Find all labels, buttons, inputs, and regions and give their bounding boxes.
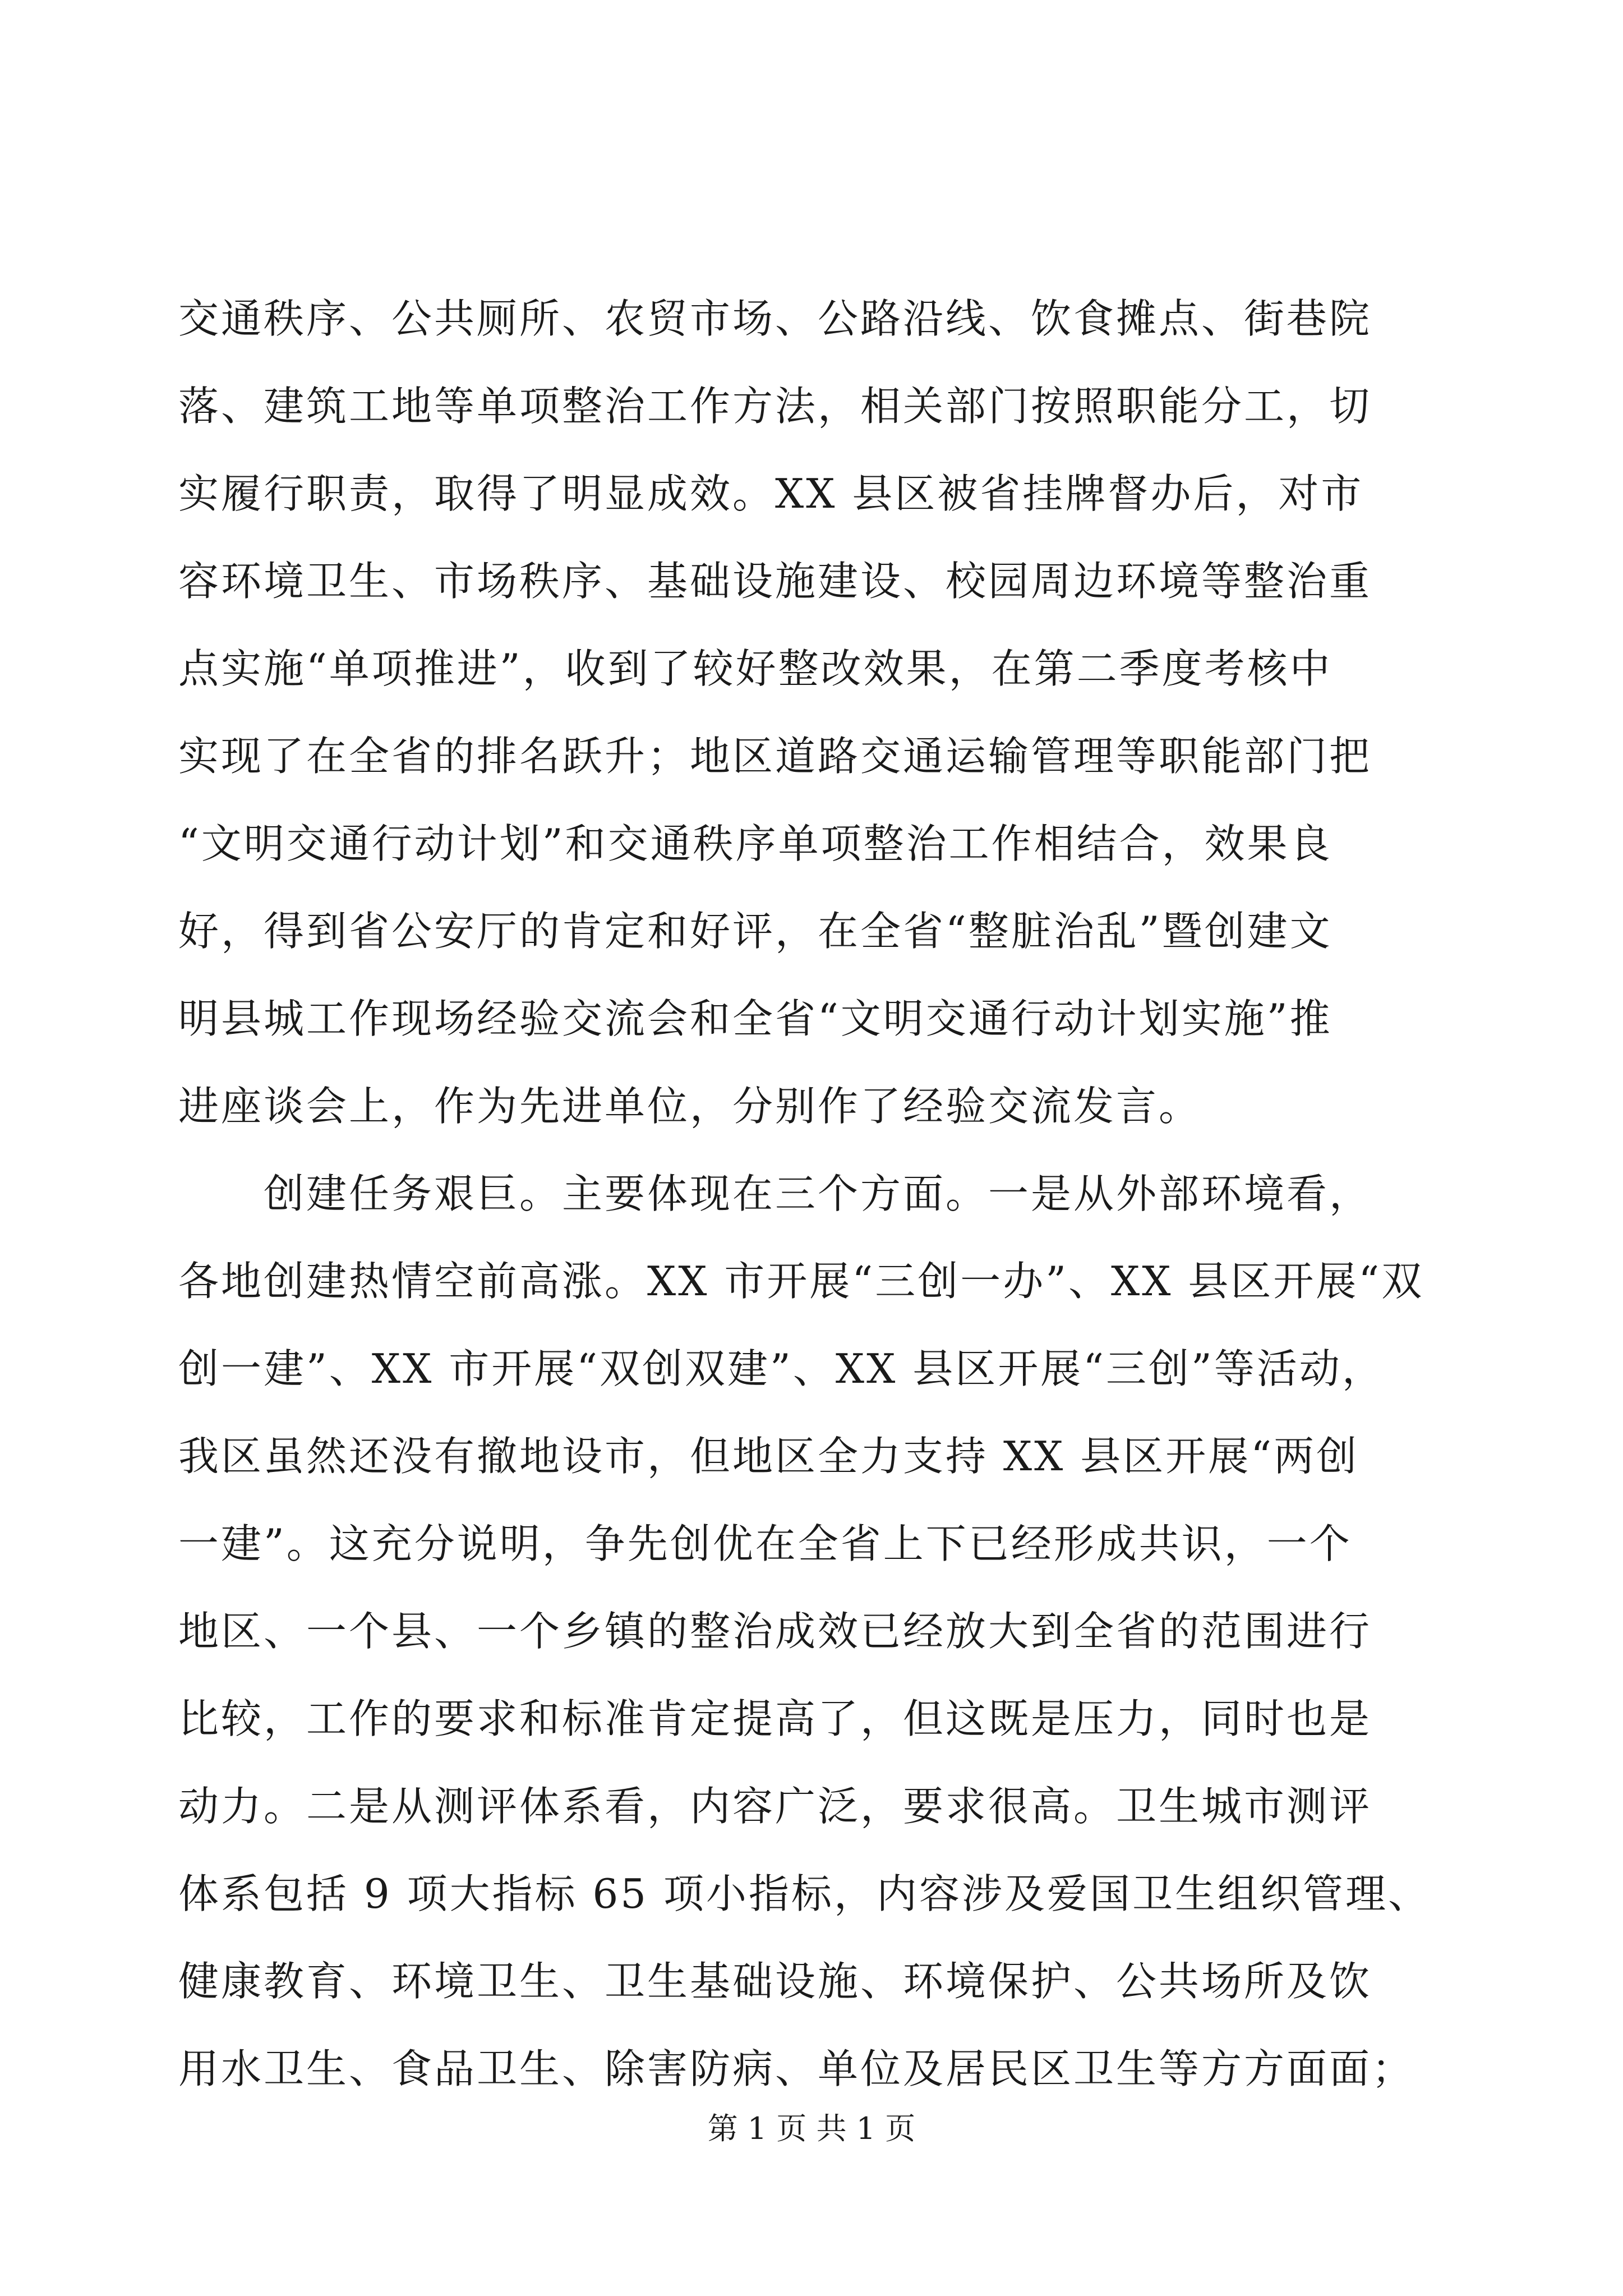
text-line: 我区虽然还没有撤地设市，但地区全力支持 XX 县区开展“两创 (178, 1433, 1359, 1480)
text-line: 明县城工作现场经验交流会和全省“文明交通行动计划实施”推 (178, 995, 1332, 1042)
text-line: “文明交通行动计划”和交通秩序单项整治工作相结合，效果良 (178, 820, 1332, 867)
text-line: 动力。二是从测评体系看，内容广泛，要求很高。卫生城市测评 (178, 1783, 1372, 1830)
paragraph-start-line: 创建任务艰巨。主要体现在三个方面。一是从外部环境看， (178, 1170, 1372, 1217)
text-line: 点实施“单项推进”，收到了较好整改效果，在第二季度考核中 (178, 645, 1332, 692)
text-line: 好，得到省公安厅的肯定和好评，在全省“整脏治乱”暨创建文 (178, 908, 1332, 955)
page-number-footer: 第 1 页 共 1 页 (707, 2111, 916, 2146)
text-line: 一建”。这充分说明，争先创优在全省上下已经形成共识，一个 (178, 1520, 1352, 1567)
text-line: 用水卫生、食品卫生、除害防病、单位及居民区卫生等方方面面； (178, 2045, 1415, 2092)
text-line: 容环境卫生、市场秩序、基础设施建设、校园周边环境等整治重 (178, 558, 1372, 605)
text-line: 交通秩序、公共厕所、农贸市场、公路沿线、饮食摊点、街巷院 (178, 295, 1372, 342)
text-line: 健康教育、环境卫生、卫生基础设施、环境保护、公共场所及饮 (178, 1958, 1372, 2005)
text-line: 创一建”、XX 市开展“双创双建”、XX 县区开展“三创”等活动， (178, 1345, 1385, 1392)
text-line: 进座谈会上，作为先进单位，分别作了经验交流发言。 (178, 1083, 1202, 1130)
text-line: 实现了在全省的排名跃升；地区道路交通运输管理等职能部门把 (178, 733, 1372, 780)
text-line: 比较，工作的要求和标准肯定提高了，但这既是压力，同时也是 (178, 1695, 1372, 1742)
body-text (178, 275, 1446, 2113)
text-line: 体系包括 9 项大指标 65 项小指标，内容涉及爱国卫生组织管理、 (178, 1870, 1431, 1917)
text-line: 实履行职责，取得了明显成效。XX 县区被省挂牌督办后，对市 (178, 470, 1364, 517)
text-line: 落、建筑工地等单项整治工作方法，相关部门按照职能分工，切 (178, 383, 1372, 430)
text-line: 地区、一个县、一个乡镇的整治成效已经放大到全省的范围进行 (178, 1608, 1372, 1655)
text-line: 各地创建热情空前高涨。XX 市开展“三创一办”、XX 县区开展“双 (178, 1258, 1424, 1305)
